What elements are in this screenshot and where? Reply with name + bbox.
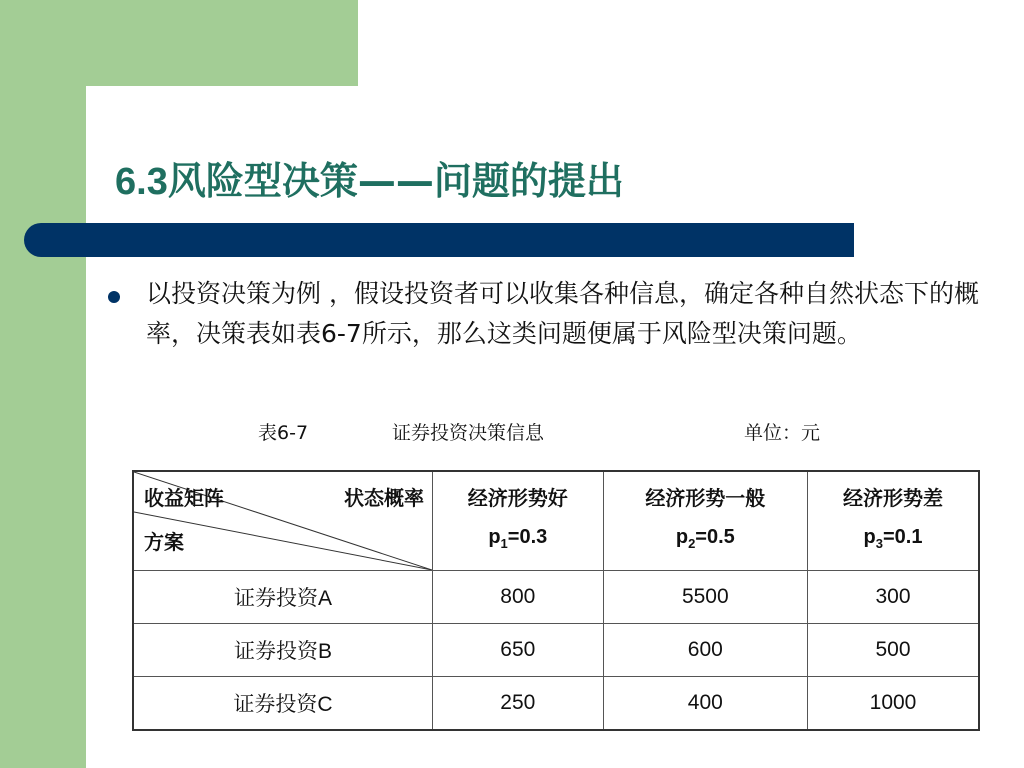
table-row [133, 571, 979, 624]
column-probability: $p_2=0.5$ [675, 525, 735, 551]
table-row [133, 677, 979, 731]
table-caption: 证券投资决策信息 [392, 422, 545, 444]
column-probability: $p_1=0.3$ [488, 525, 548, 551]
table-unit: 单位：元 [744, 422, 821, 444]
column-label: 经济形势一般 [645, 487, 766, 510]
table-cell: 1000 [808, 677, 979, 731]
column-header-average [603, 471, 807, 571]
header-row [133, 471, 979, 571]
table-cell: 300 [808, 571, 979, 624]
slide-title [115, 150, 624, 205]
column-header-poor [808, 471, 979, 571]
table-cell: 650 [433, 624, 604, 677]
corner-top-labels [144, 482, 424, 511]
table-cell: 400 [603, 677, 807, 731]
green-side-band [0, 0, 86, 768]
corner-label-plan: 方案 [144, 532, 184, 554]
column-header-good [433, 471, 604, 571]
title-underline-bar [24, 223, 854, 257]
row-label: 证券投资C [133, 677, 433, 731]
corner-label-probability: 状态概率 [344, 488, 424, 510]
bullet-dot-icon [108, 291, 120, 303]
green-top-band [0, 0, 358, 86]
table-cell: 250 [433, 677, 604, 731]
column-probability: $p_3=0.1$ [863, 525, 923, 551]
title-text: 风险型决策——问题的提出 [167, 159, 624, 203]
decision-table [132, 470, 980, 731]
title-number: 6.3 [115, 161, 168, 203]
column-label: 经济形势好 [467, 487, 568, 510]
row-label: 证券投资A [133, 571, 433, 624]
table-cell: 600 [603, 624, 807, 677]
table-cell: 800 [433, 571, 604, 624]
table-cell: 500 [808, 624, 979, 677]
table-row [133, 624, 979, 677]
row-label: 证券投资B [133, 624, 433, 677]
table-cell: 5500 [603, 571, 807, 624]
bullet-text: 以投资决策为例 ，假设投资者可以收集各种信息，确定各种自然状态下的概率，决策表如表6-7所示，那么这类问题便属于风险型决策问题。 [146, 279, 979, 348]
corner-header-cell [133, 471, 433, 571]
corner-label-matrix: 收益矩阵 [144, 488, 224, 510]
table-number: 表6-7 [258, 422, 309, 444]
column-label: 经济形势差 [843, 487, 943, 510]
